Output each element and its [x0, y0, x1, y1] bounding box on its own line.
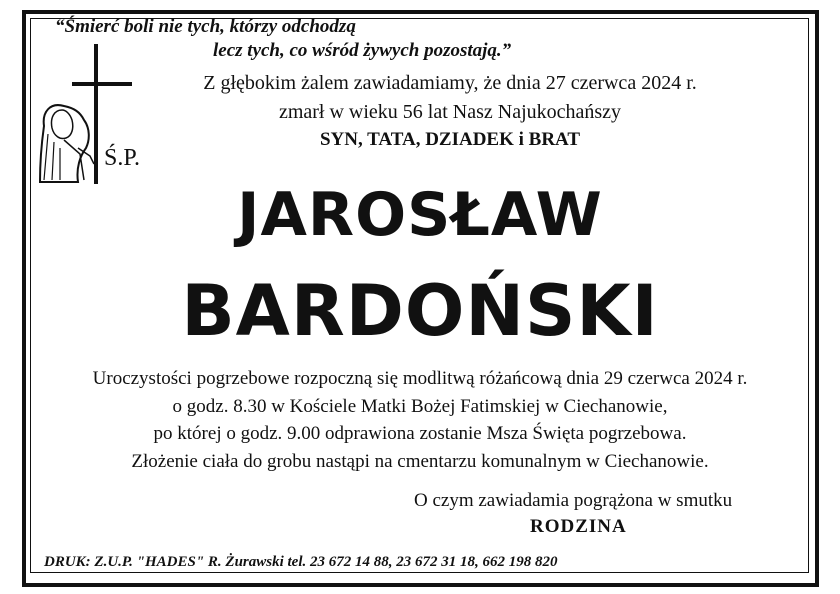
ceremony-line-1: Uroczystości pogrzebowe rozpoczną się modlitwą różańcową dnia 29 czerwca 2024 r. — [92, 368, 748, 389]
announcement-relations: SYN, TATA, DZIADEK i BRAT — [319, 129, 581, 150]
ceremony-line-2: o godz. 8.30 w Kościele Matki Bożej Fatimskiej w Ciechanowie, — [172, 396, 668, 417]
last-name: BARDOŃSKI — [181, 270, 659, 352]
announcement-line-1: Z głębokim żalem zawiadamiamy, że dnia 27 czerwca 2024 r. — [203, 72, 697, 94]
signature-family: RODZINA — [530, 516, 627, 537]
printer-footer: DRUK: Z.U.P. "HADES" R. Żurawski tel. 23 672 14 88, 23 672 31 18, 662 198 820 — [44, 554, 558, 570]
ceremony-line-3: po której o godz. 9.00 odprawiona zostanie Msza Święta pogrzebowa. — [153, 423, 687, 444]
quote-line-1: “Śmierć boli nie tych, którzy odchodzą — [55, 16, 356, 37]
sp-prefix: Ś.P. — [104, 145, 141, 171]
announcement-line-2: zmarł w wieku 56 lat Nasz Najukochańszy — [278, 101, 622, 123]
first-name: JAROSŁAW — [237, 180, 603, 250]
quote-line-2: lecz tych, co wśród żywych pozostają.” — [213, 40, 512, 61]
ceremony-line-4: Złożenie ciała do grobu nastąpi na cmentarzu komunalnym w Ciechanowie. — [131, 451, 709, 472]
signature-line: O czym zawiadamia pogrążona w smutku — [414, 490, 733, 511]
